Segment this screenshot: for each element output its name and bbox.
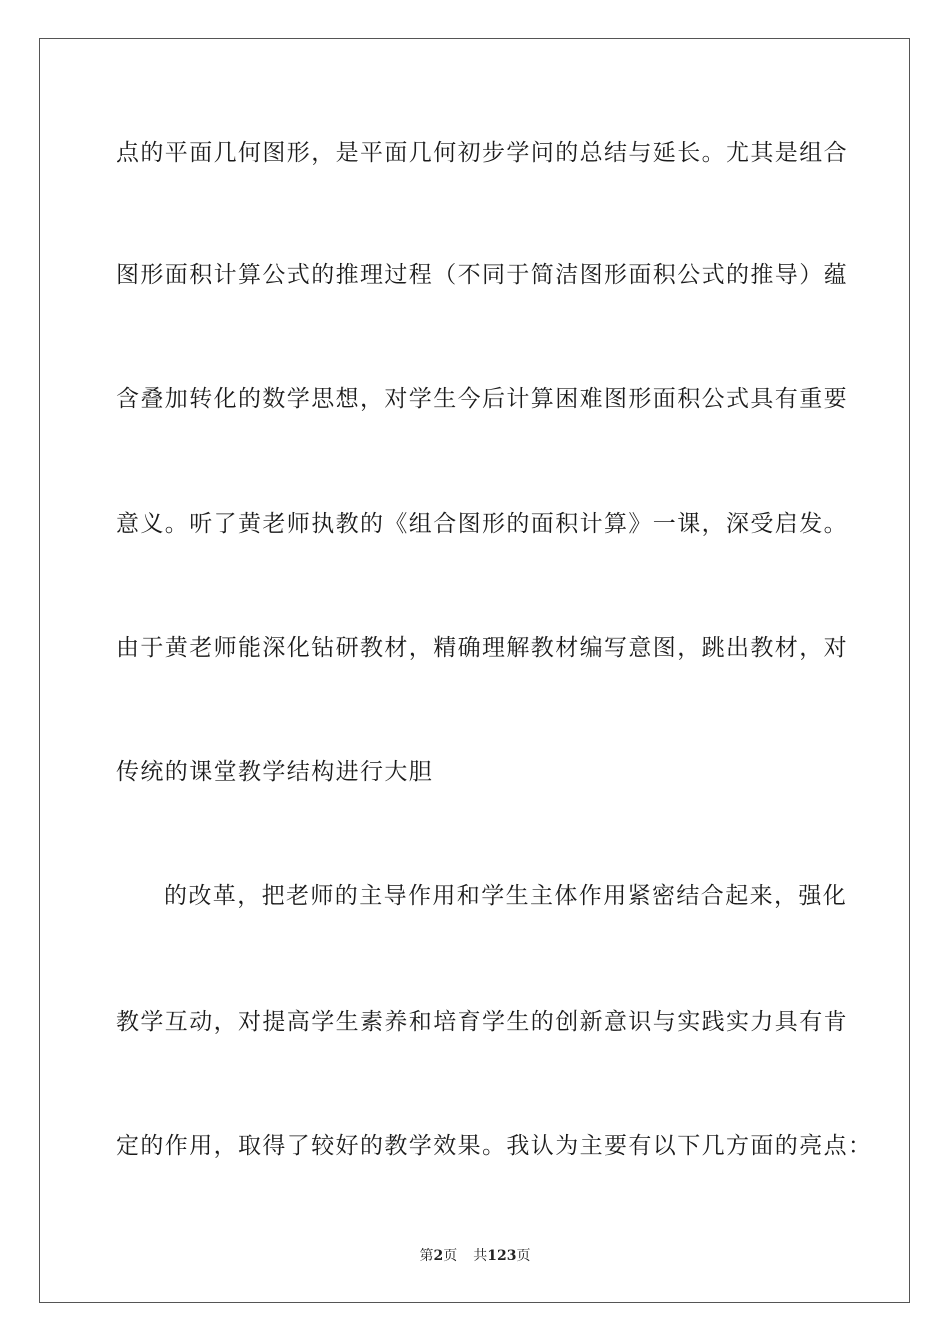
- page-suffix: 页: [443, 1248, 458, 1264]
- text-line-5: 由于黄老师能深化钻研教材，精确理解教材编写意图，跳出教材，对: [116, 635, 848, 661]
- total-pages: 123: [487, 1248, 517, 1264]
- text-line-4: 意义。听了黄老师执教的《组合图形的面积计算》一课，深受启发。: [116, 511, 848, 537]
- text-line-3: 含叠加转化的数学思想，对学生今后计算困难图形面积公式具有重要: [116, 386, 848, 412]
- page-prefix: 第: [419, 1248, 434, 1264]
- text-line-9: 定的作用，取得了较好的教学效果。我认为主要有以下几方面的亮点：: [116, 1133, 873, 1159]
- total-suffix: 页: [516, 1248, 531, 1264]
- page-number: 2: [433, 1248, 444, 1264]
- page-border: [39, 38, 910, 1303]
- total-prefix: 共: [473, 1248, 488, 1264]
- text-line-6: 传统的课堂教学结构进行大胆: [116, 759, 434, 785]
- text-line-8: 教学互动，对提高学生素养和培育学生的创新意识与实践实力具有肯: [116, 1009, 848, 1035]
- text-line-7: 的改革，把老师的主导作用和学生主体作用紧密结合起来，强化: [164, 883, 848, 909]
- page-footer: [0, 1246, 950, 1266]
- text-line-2: 图形面积计算公式的推理过程（不同于简洁图形面积公式的推导）蕴: [116, 262, 848, 288]
- text-line-1: 点的平面几何图形，是平面几何初步学问的总结与延长。尤其是组合: [116, 140, 848, 166]
